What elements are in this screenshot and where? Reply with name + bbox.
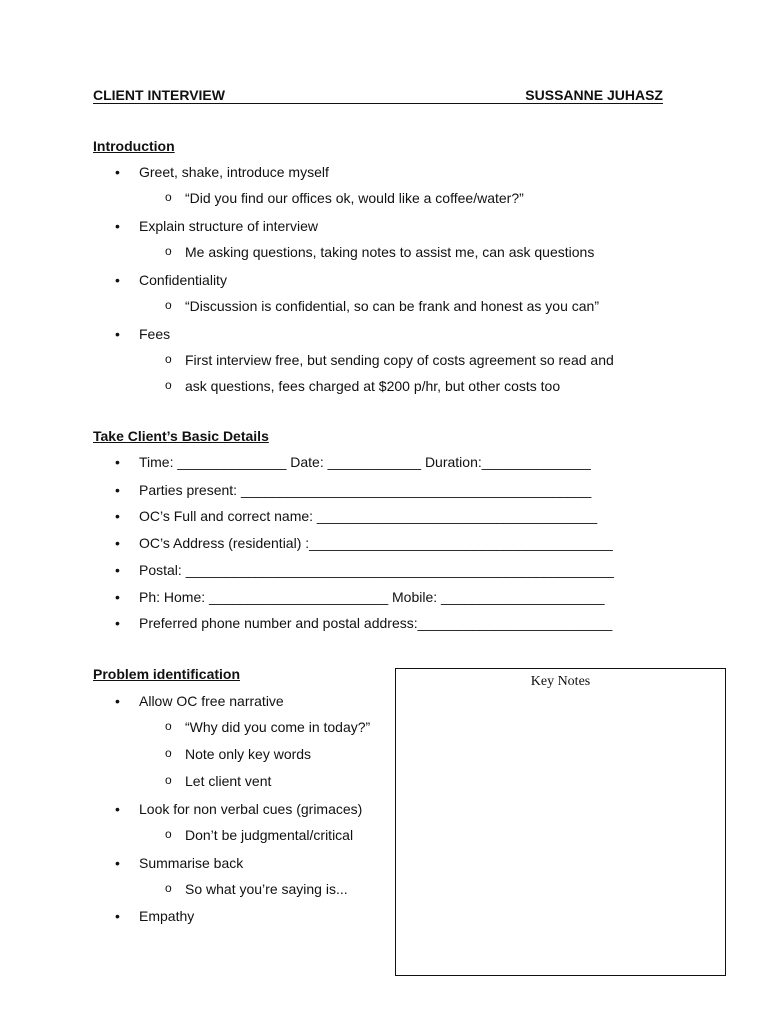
- list-item: • Explain structure of interview: [139, 218, 318, 234]
- detail-field-time: • Time: ______________ Date: ____________ Duration:______________: [139, 454, 591, 470]
- introduction-heading: Introduction: [93, 138, 175, 154]
- sub-list-item: o First interview free, but sending copy of costs agreement so read and: [185, 352, 614, 368]
- list-item: • Allow OC free narrative: [139, 693, 284, 709]
- detail-field-parties: • Parties present: _____________________________________________: [139, 482, 591, 498]
- list-item: • Fees: [139, 326, 170, 342]
- key-notes-title: Key Notes: [530, 674, 591, 689]
- sub-list-item: o Let client vent: [185, 773, 271, 789]
- document-title: CLIENT INTERVIEW: [93, 87, 225, 103]
- document-header: [93, 87, 663, 105]
- key-notes-box: [395, 668, 726, 976]
- sub-list-item: o Note only key words: [185, 746, 311, 762]
- detail-field-preferred: • Preferred phone number and postal address:_________________________: [139, 615, 612, 631]
- sub-list-item: o So what you’re saying is...: [185, 881, 348, 897]
- header-underline: [93, 103, 663, 104]
- list-item: • Greet, shake, introduce myself: [139, 164, 329, 180]
- list-item: • Look for non verbal cues (grimaces): [139, 801, 362, 817]
- detail-field-phone: • Ph: Home: _______________________ Mobile: _____________________: [139, 589, 605, 605]
- list-item: • Empathy: [139, 908, 194, 924]
- sub-list-item: o Don’t be judgmental/critical: [185, 827, 353, 843]
- list-item: • Confidentiality: [139, 272, 227, 288]
- detail-field-name: • OC’s Full and correct name: ____________________________________: [139, 508, 597, 524]
- list-item: • Summarise back: [139, 855, 243, 871]
- details-heading: Take Client’s Basic Details: [93, 428, 269, 444]
- detail-field-postal: • Postal: _______________________________________________________: [139, 562, 614, 578]
- sub-list-item-continued: o ask questions, fees charged at $200 p/hr, but other costs too: [185, 378, 560, 394]
- sub-list-item: o “Did you find our offices ok, would like a coffee/water?”: [185, 190, 524, 206]
- sub-list-item: o “Discussion is confidential, so can be frank and honest as you can”: [185, 298, 599, 314]
- author-name: SUSSANNE JUHASZ: [525, 87, 663, 103]
- problem-heading: Problem identification: [93, 666, 241, 682]
- detail-field-address: • OC’s Address (residential) :_______________________________________: [139, 535, 613, 551]
- sub-list-item: o “Why did you come in today?”: [185, 719, 370, 735]
- sub-list-item: o Me asking questions, taking notes to assist me, can ask questions: [185, 244, 594, 260]
